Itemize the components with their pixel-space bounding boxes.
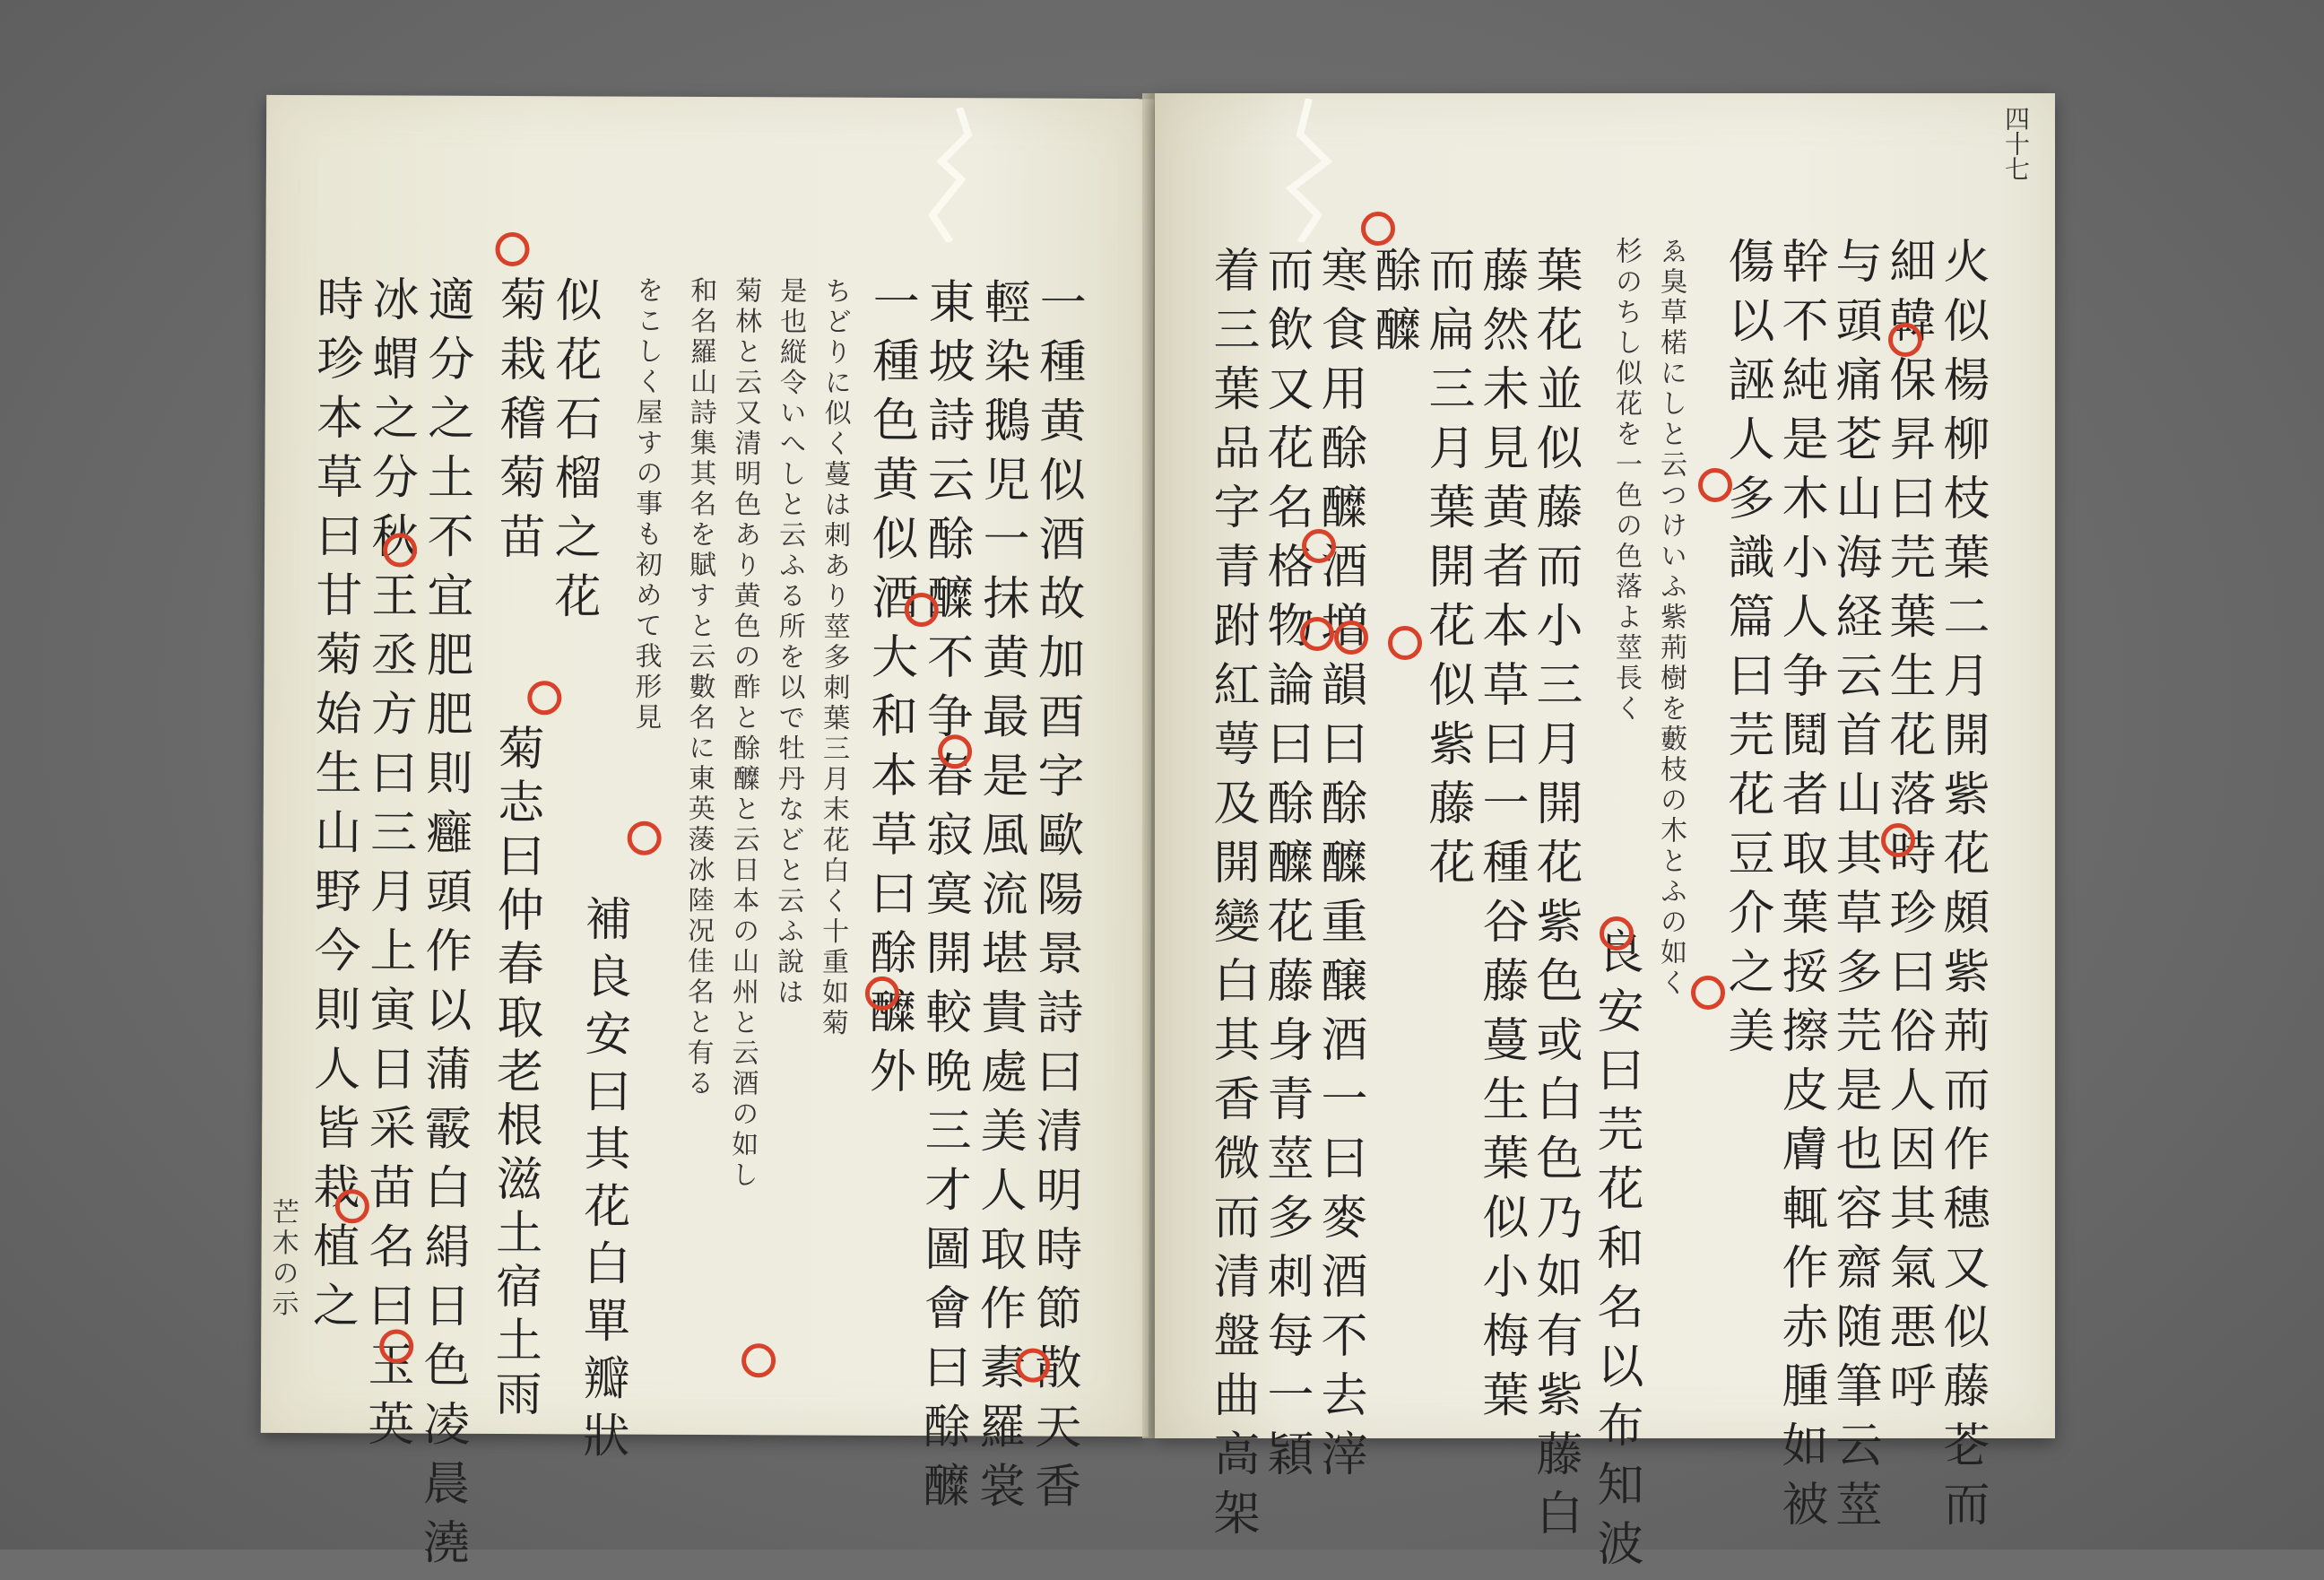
red-circle-mark (1888, 323, 1922, 357)
text-column: 菊林と云又清明色あり黄色の酢と酴醾と云日本の山州と云酒の如し (725, 276, 762, 1192)
text-column: 着三葉品字青跗紅萼及開變白其香微而清盤曲高架 (1205, 246, 1259, 1548)
text-column: 而飲又花名格物論曰酴醾花藤身青莖多刺每一穎 (1259, 246, 1313, 1489)
text-column: 葉花並似藤而小三月開花紫色或白色乃如有紫藤白 (1528, 246, 1582, 1548)
red-circle-mark (1691, 976, 1725, 1010)
red-circle-mark (379, 1329, 413, 1363)
red-circle-mark (628, 821, 662, 855)
text-column: 一種色黄似酒大和本草曰酴醾外 (861, 276, 919, 1107)
red-circle-mark (383, 533, 417, 567)
red-circle-mark (741, 1343, 776, 1377)
text-column: 傷以誣人多識篇曰芫花豆介之美 (1720, 237, 1773, 1065)
text-column: 適分之土不宜肥肥則癰頭作以蒲霰白絹日色凌晨澆 (414, 274, 474, 1577)
text-column: ゑ臭草楉にしと云つけいふ紫荊樹を藪枝の木とふの如く (1655, 237, 1687, 999)
red-circle-mark (1698, 468, 1732, 502)
text-column: 杉のちし似花を一色の色落よ莖長く (1610, 237, 1642, 725)
red-circle-mark (1388, 626, 1422, 660)
text-column: 火似楊柳枝葉二月開紫花頗紫荊而作穗又似藤芲而 (1935, 237, 1989, 1539)
right-page (1155, 93, 2055, 1578)
text-column: をこしく屋すの事も初めて我形見 (629, 275, 663, 734)
text-column: 是也縦令いへしと云ふる所を以で牡丹などと云ふ說は (771, 276, 807, 1009)
paper-tear (1246, 99, 1354, 242)
folio-number: 四十七 (2001, 106, 2031, 181)
red-circle-mark (1300, 617, 1334, 651)
text-column: 一種黄似酒故加酉字歐陽景詩曰清明時節散天香 (1026, 277, 1086, 1521)
left-page (261, 95, 1155, 1577)
red-circle-mark (527, 681, 561, 715)
text-column: 時珍本草曰甘菊始生山野今則人皆栽植之 (304, 274, 363, 1341)
red-circle-mark (1016, 1349, 1050, 1383)
red-circle-mark (938, 734, 972, 768)
text-column: 芒木の示 (266, 1197, 299, 1321)
text-column: 和名羅山詩集其名を賦すと云數名に東英蔆冰陸况佳名と有る (681, 275, 717, 1100)
text-column: 与頭痛芲山海経云首山其草多芫是也容齋随筆云莖 (1827, 237, 1881, 1539)
text-column: 輕染鵝児一抹黄最是風流堪貴處美人取作素羅裳 (970, 277, 1030, 1521)
text-column: 酴醾 (1366, 246, 1420, 364)
paper-tear (906, 108, 1013, 242)
red-circle-mark (905, 593, 939, 627)
text-column: 而扁三月葉開花似紫藤花 (1420, 246, 1474, 897)
text-column: 幹不純是木小人争鬩者取葉挼擦皮膚輒作赤腫如被 (1773, 237, 1827, 1539)
text-column: 藤然未見黄者本草曰一種谷藤蔓生葉似小梅葉 (1474, 246, 1528, 1429)
text-column: 細韓保昇曰芫葉生花落時珍曰俗人因其氣悪呼 (1881, 237, 1935, 1420)
text-column: 良安曰芫花和名以布知波 (1589, 927, 1643, 1578)
red-circle-mark (1334, 621, 1368, 655)
text-column: 菊志曰仲春取老根滋土宿土雨 (486, 723, 544, 1424)
red-circle-mark (1361, 212, 1395, 246)
text-column: ちどりに似く蔓は刺あり莖多刺葉三月末花白く十重如菊 (816, 276, 852, 1039)
red-circle-mark (1881, 823, 1915, 857)
red-circle-mark (495, 232, 529, 266)
red-circle-mark (1302, 529, 1336, 563)
text-column: 似花石榴之花 (545, 275, 602, 631)
text-column: 東坡詩云酴醾不争春寂寞開較晩三才圖會曰酴醾 (915, 277, 975, 1521)
text-column: 菊栽稽菊苗 (490, 274, 546, 572)
red-circle-mark (1600, 916, 1634, 951)
text-column: 補良安曰其花白單瓣狀 (574, 894, 631, 1469)
red-circle-mark (335, 1189, 369, 1223)
text-column: 冰蝟之分秋王丞方曰三月上寅日采苗名曰玉英 (359, 274, 419, 1459)
text-column: 寒食用酴醾酒増韻曰酴醾重醸酒一曰麥酒不去滓 (1313, 246, 1366, 1489)
red-circle-mark (865, 977, 899, 1011)
